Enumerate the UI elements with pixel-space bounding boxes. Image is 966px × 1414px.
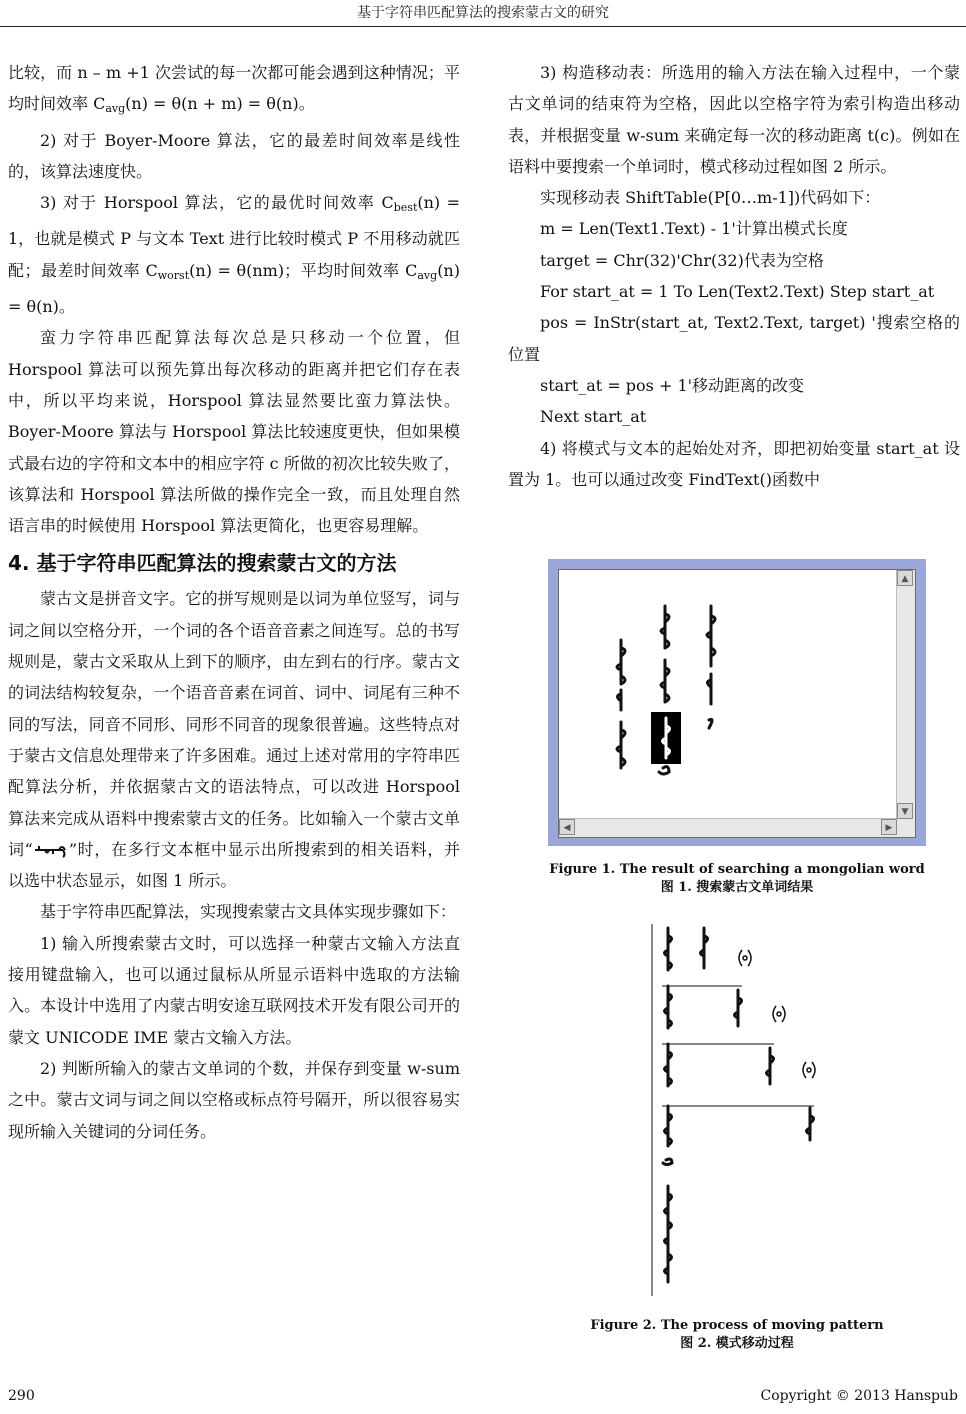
- mongolian-word-glyph: [33, 841, 69, 859]
- text: 3) 对于 Horspool 算法，它的最优时间效率 C: [40, 193, 394, 213]
- text: (n) = θ(nm)；平均时间效率 C: [189, 260, 418, 280]
- paragraph: 实现移动表 ShiftTable(P[0…m-1])代码如下：: [540, 188, 881, 208]
- code-line: For start_at = 1 To Len(Text2.Text) Step start_at: [540, 282, 935, 302]
- subscript: avg: [105, 102, 126, 116]
- paragraph: [8, 187, 460, 322]
- right-column: [508, 57, 960, 495]
- figure-2: [650, 920, 830, 1300]
- paragraph: [8, 583, 460, 896]
- paragraph: 3) 构造移动表：所选用的输入方法在输入过程中，一个蒙古文单词的结束符为空格，因此以空格字符为索引构造出移动表，并根据变量 w-sum 来确定每一次的移动距离 t(c)。例如在语料中要搜索一个单词时，模式移动过程如图 2 所示。: [508, 63, 960, 176]
- caption-english: Figure 1. The result of searching a mongolian word: [549, 862, 925, 877]
- code-line: m = Len(Text1.Text) - 1'计算出模式长度: [540, 219, 848, 239]
- figure-1: [548, 559, 926, 846]
- paragraph: 2) 对于 Boyer-Moore 算法，它的最差时间效率是线性的，该算法速度快。: [8, 130, 460, 181]
- scroll-down-icon[interactable]: ▼: [897, 803, 913, 819]
- running-title: 基于字符串匹配算法的搜索蒙古文的研究: [357, 5, 609, 21]
- subscript: worst: [157, 268, 190, 282]
- text: 蒙古文是拼音文字。它的拼写规则是以词为单位竖写，词与词之间以空格分开，一个词的各个语音音素之间连写。总的书写规则是，蒙古文采取从上到下的顺序，由左到右的行序。蒙古文的词法结构较复杂，一个语音音素在词首、词中、词尾有三种不同的写法，同音不同形、同形不同音的现象很普遍。这些特点对于蒙古文信息处理带来了许多困难。通过上述对常用的字符串匹配算法分析，并依据蒙古文的语法特点，可以改进 Horspool 算法来完成从语料中搜索蒙古文的任务。比如输入一个蒙古文单词“: [8, 589, 460, 859]
- code-line: start_at = pos + 1'移动距离的改变: [540, 375, 805, 395]
- scroll-up-icon[interactable]: ▲: [897, 570, 913, 586]
- caption-chinese: 图 1. 搜索蒙古文单词结果: [660, 880, 814, 895]
- paragraph: [8, 57, 460, 125]
- text: (n) = 1，也就是模式 P 与文本 Text 进行比较时模式 P 不用移动就匹配；最差时间效率 C: [8, 193, 460, 280]
- code-line: pos = InStr(start_at, Text2.Text, target) '搜索空格的位置: [508, 313, 960, 364]
- scroll-right-icon[interactable]: ▶: [881, 819, 897, 835]
- text: 比较，而 n – m +1 次尝试的每一次都可能会遇到这种情况；平均时间效率 C: [8, 63, 460, 114]
- horizontal-scrollbar[interactable]: [559, 818, 897, 837]
- figure-2-caption: [508, 1317, 966, 1353]
- text: ”时，在多行文本框中显示出所搜索到的相关语料，并以选中状态显示，如图 1 所示。: [8, 839, 460, 891]
- text: (n) = θ(n + m) = θ(n)。: [125, 94, 315, 114]
- paragraph: 4) 将模式与文本的起始处对齐，即把初始变量 start_at 设置为 1。也可以通过改变 FindText()函数中: [508, 438, 960, 489]
- section-heading: 4. 基于字符串匹配算法的搜索蒙古文的方法: [8, 551, 397, 576]
- paragraph: 1) 输入所搜索蒙古文时，可以选择一种蒙古文输入方法直接用键盘输入，也可以通过鼠标从所显示语料中选取的方法输入。本设计中选用了内蒙古明安途互联网技术开发有限公司开的蒙文 UNICODE IME 蒙古文输入方法。: [8, 933, 460, 1047]
- caption-chinese: 图 2. 模式移动过程: [680, 1336, 794, 1351]
- paragraph: 蛮力字符串匹配算法每次总是只移动一个位置，但 Horspool 算法可以预先算出每次移动的距离并把它们存在表中，所以平均来说，Horspool 算法显然要比蛮力算法快。Boyer-Moore 算法与 Horspool 算法比较速度更快，但如果模式最右边的字符和文本中的相应字符 c 所做的初次比较失败了，该算法和 Horspool 算法所做的操作完全一致，而且处理自然语言串的时候使用 Horspool 算法更简化，也更容易理解。: [8, 328, 460, 536]
- paragraph: 2) 判断所输入的蒙古文单词的个数，并保存到变量 w-sum 之中。蒙古文词与词之间以空格或标点符号隔开，所以很容易实现所输入关键词的分词任务。: [8, 1058, 460, 1141]
- scroll-left-icon[interactable]: ◀: [559, 819, 575, 835]
- page-number: 290: [8, 1388, 35, 1404]
- header-rule: [0, 26, 966, 27]
- scrollbar-corner: [897, 819, 915, 837]
- mongolian-text-content: [559, 570, 897, 819]
- code-line: target = Chr(32)'Chr(32)代表为空格: [540, 250, 824, 270]
- text: (n) = θ(n)。: [8, 260, 460, 317]
- code-line: Next start_at: [540, 407, 647, 427]
- figure-1-caption: [508, 861, 966, 897]
- vertical-scrollbar[interactable]: [896, 570, 915, 819]
- paragraph: 基于字符串匹配算法，实现搜索蒙古文具体实现步骤如下：: [40, 902, 457, 922]
- caption-english: Figure 2. The process of moving pattern: [590, 1318, 884, 1333]
- left-column: [8, 57, 460, 1147]
- subscript: avg: [417, 268, 438, 282]
- copyright-notice: Copyright © 2013 Hanspub: [760, 1388, 958, 1404]
- subscript: best: [393, 201, 418, 215]
- multiline-textbox[interactable]: [558, 569, 916, 838]
